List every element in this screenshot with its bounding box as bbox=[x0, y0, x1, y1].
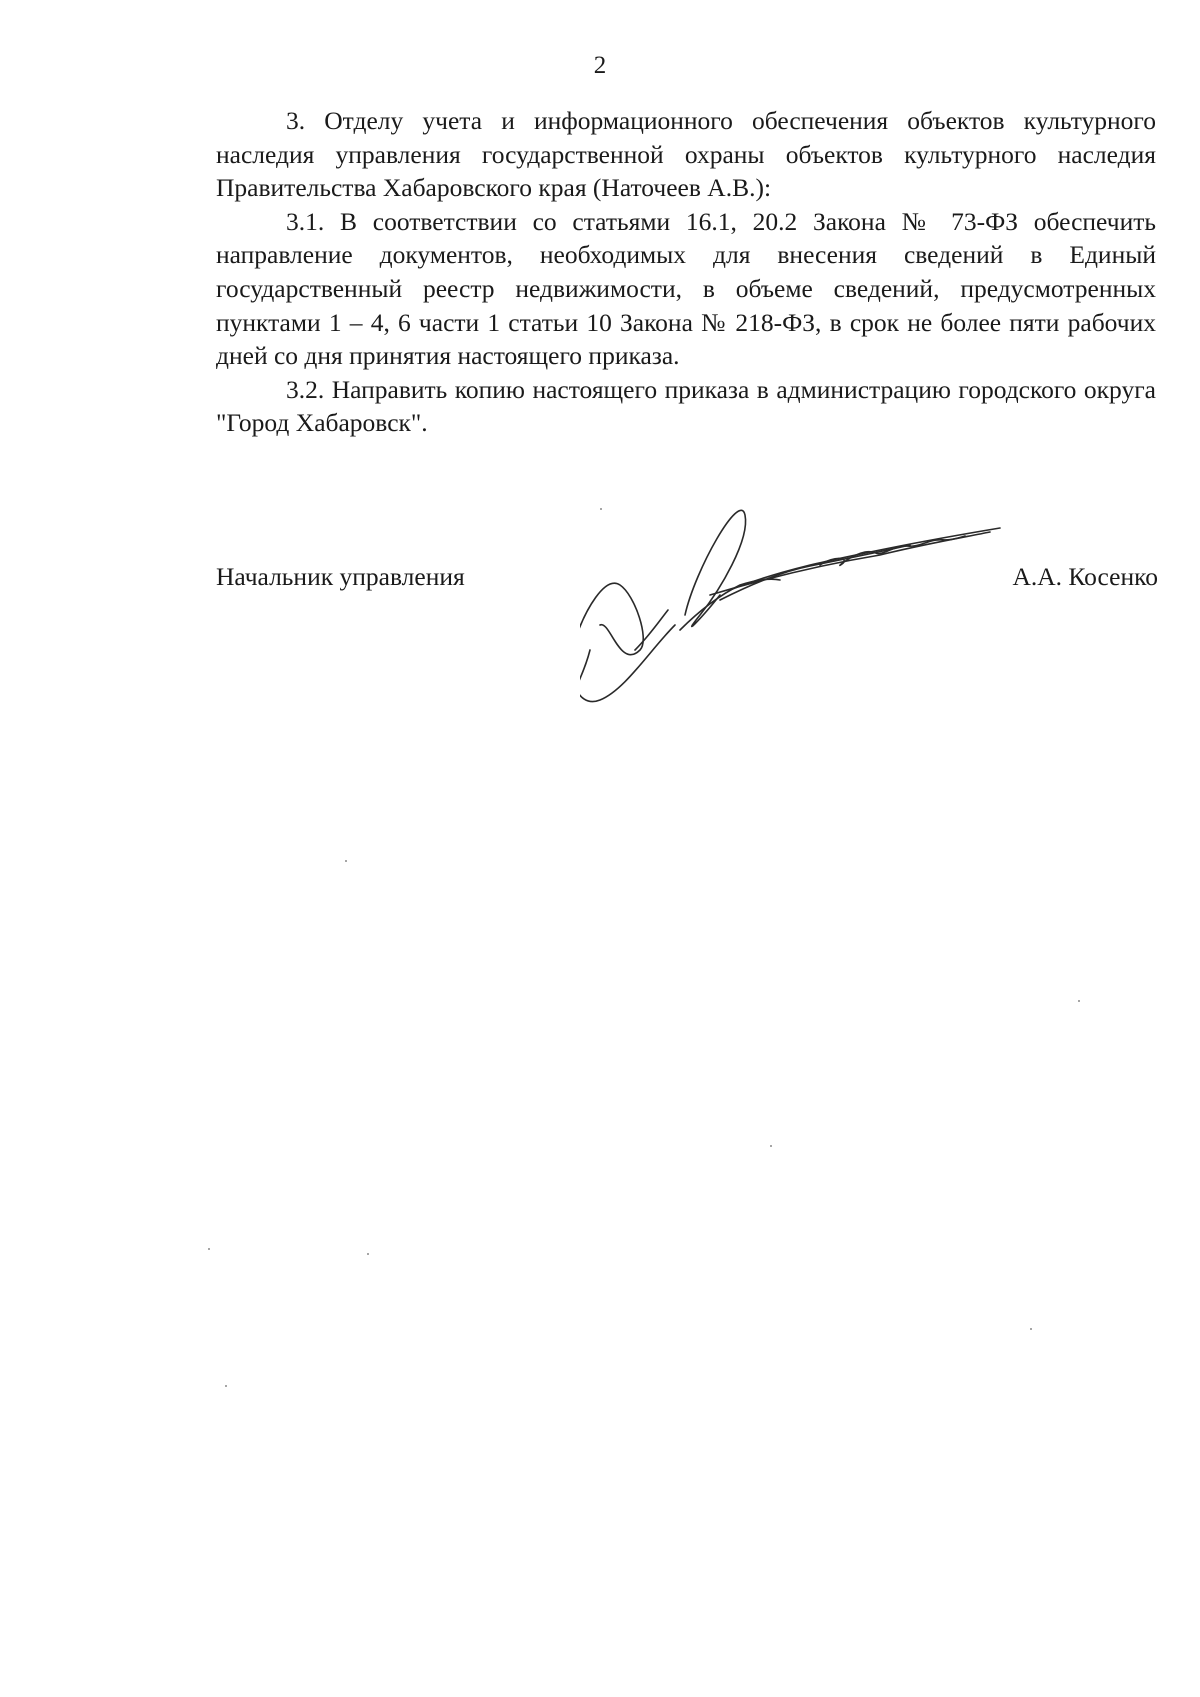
scan-speck bbox=[345, 860, 347, 862]
paragraph-3: 3. Отделу учета и информационного обеспечения объектов культурного наследия управления государственной охраны объектов культурного наследия Правительства Хабаровского края (Наточеев А.В.): bbox=[216, 106, 1156, 203]
signatory-name: А.А. Косенко bbox=[1012, 562, 1158, 591]
scan-speck bbox=[225, 1385, 227, 1387]
page-number: 2 bbox=[593, 52, 607, 79]
scan-speck bbox=[208, 1248, 210, 1250]
paragraph-3-1: 3.1. В соответствии со статьями 16.1, 20.2 Закона № 73-ФЗ обеспечить направление документов, необходимых для внесения сведений в Единый государственный реестр недвижимости, в объеме сведений, предусмотренных пунктами 1 – 4, 6 части 1 статьи 10 Закона № 218-ФЗ, в срок не более пяти рабочих дней со дня принятия настоящего приказа. bbox=[216, 206, 1156, 371]
scan-speck bbox=[770, 1145, 772, 1147]
scan-speck bbox=[367, 1253, 369, 1255]
scan-speck bbox=[1078, 1000, 1080, 1002]
scan-speck bbox=[600, 508, 602, 510]
document-body bbox=[216, 104, 1156, 440]
signatory-position: Начальник управления bbox=[216, 562, 465, 591]
scan-speck bbox=[1030, 1328, 1032, 1330]
handwritten-signature bbox=[580, 500, 1080, 740]
paragraph-3-2: 3.2. Направить копию настоящего приказа в администрацию городского округа "Город Хабаровск". bbox=[216, 374, 1156, 438]
